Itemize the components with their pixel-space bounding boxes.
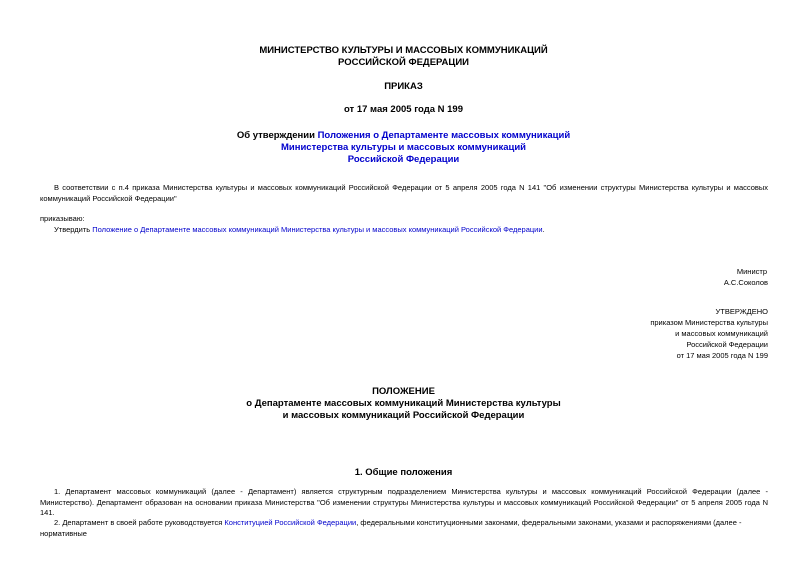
approved-line5: от 17 мая 2005 года N 199 (676, 351, 768, 360)
section1-paragraph1: 1. Департамент массовых коммуникаций (далее - Департамент) является структурным подразделением Министерства культуры и массовых коммуникаций Российской Федерации (далее - Министерство). Департамент образован на основании приказа Министерства "Об изменении структуры Министерства культуры и массовых коммуникаций Российской Федерации" от 5 апреля 2005 года N 141. (40, 487, 768, 517)
approved-line4: Российской Федерации (686, 340, 768, 349)
signature-title: Министр (736, 267, 767, 276)
subject-link-part2[interactable]: Министерства культуры и массовых коммуникаций (280, 142, 527, 153)
approved-line3: и массовых коммуникаций (675, 329, 768, 338)
preamble-paragraph: В соответствии с п.4 приказа Министерства культуры и массовых коммуникаций Российской Федерации от 5 апреля 2005 года N 141 "Об изменении структуры Министерства культуры и массовых коммуникаций Российской Федерации" (40, 183, 768, 203)
subject-link-part1[interactable]: Положения о Департаменте массовых коммуникаций (317, 130, 571, 141)
regulation-title-line3: и массовых коммуникаций Российской Федерации (282, 410, 525, 421)
approve-regulation-link[interactable]: Положение о Департаменте массовых коммуникаций Министерства культуры и массовых коммуникаций Российской Федерации (92, 225, 543, 234)
regulation-title-line2: о Департаменте массовых коммуникаций Министерства культуры (246, 398, 561, 409)
regulation-title-line1: ПОЛОЖЕНИЕ (372, 386, 435, 397)
document-date: от 17 мая 2005 года N 199 (343, 104, 464, 115)
subject-line1 (0, 130, 807, 141)
section-heading-general: 1. Общие положения (354, 467, 453, 478)
subject-prefix: Об утверждении (236, 130, 318, 141)
approved-line2: приказом Министерства культуры (650, 318, 768, 327)
order-word: приказываю: (40, 214, 85, 223)
ministry-name-line2: РОССИЙСКОЙ ФЕДЕРАЦИИ (337, 57, 469, 68)
constitution-link[interactable]: Конституцией Российской Федерации (224, 518, 357, 527)
document-type: ПРИКАЗ (384, 81, 423, 92)
approve-paragraph: Утвердить Положение о Департаменте массовых коммуникаций Министерства культуры и массовых коммуникаций Российской Федерации. (54, 225, 545, 234)
subject-link-part3[interactable]: Российской Федерации (347, 154, 460, 165)
signature-name: А.С.Соколов (723, 278, 768, 287)
approved-line1: УТВЕРЖДЕНО (715, 307, 768, 316)
ministry-name-line1: МИНИСТЕРСТВО КУЛЬТУРЫ И МАССОВЫХ КОММУНИКАЦИЙ (259, 45, 548, 56)
section1-paragraph2: 2. Департамент в своей работе руководствуется Конституцией Российской Федерации, федеральными конституционными законами, федеральными законами, указами и распоряжениями (далее - нормативные (40, 518, 742, 538)
